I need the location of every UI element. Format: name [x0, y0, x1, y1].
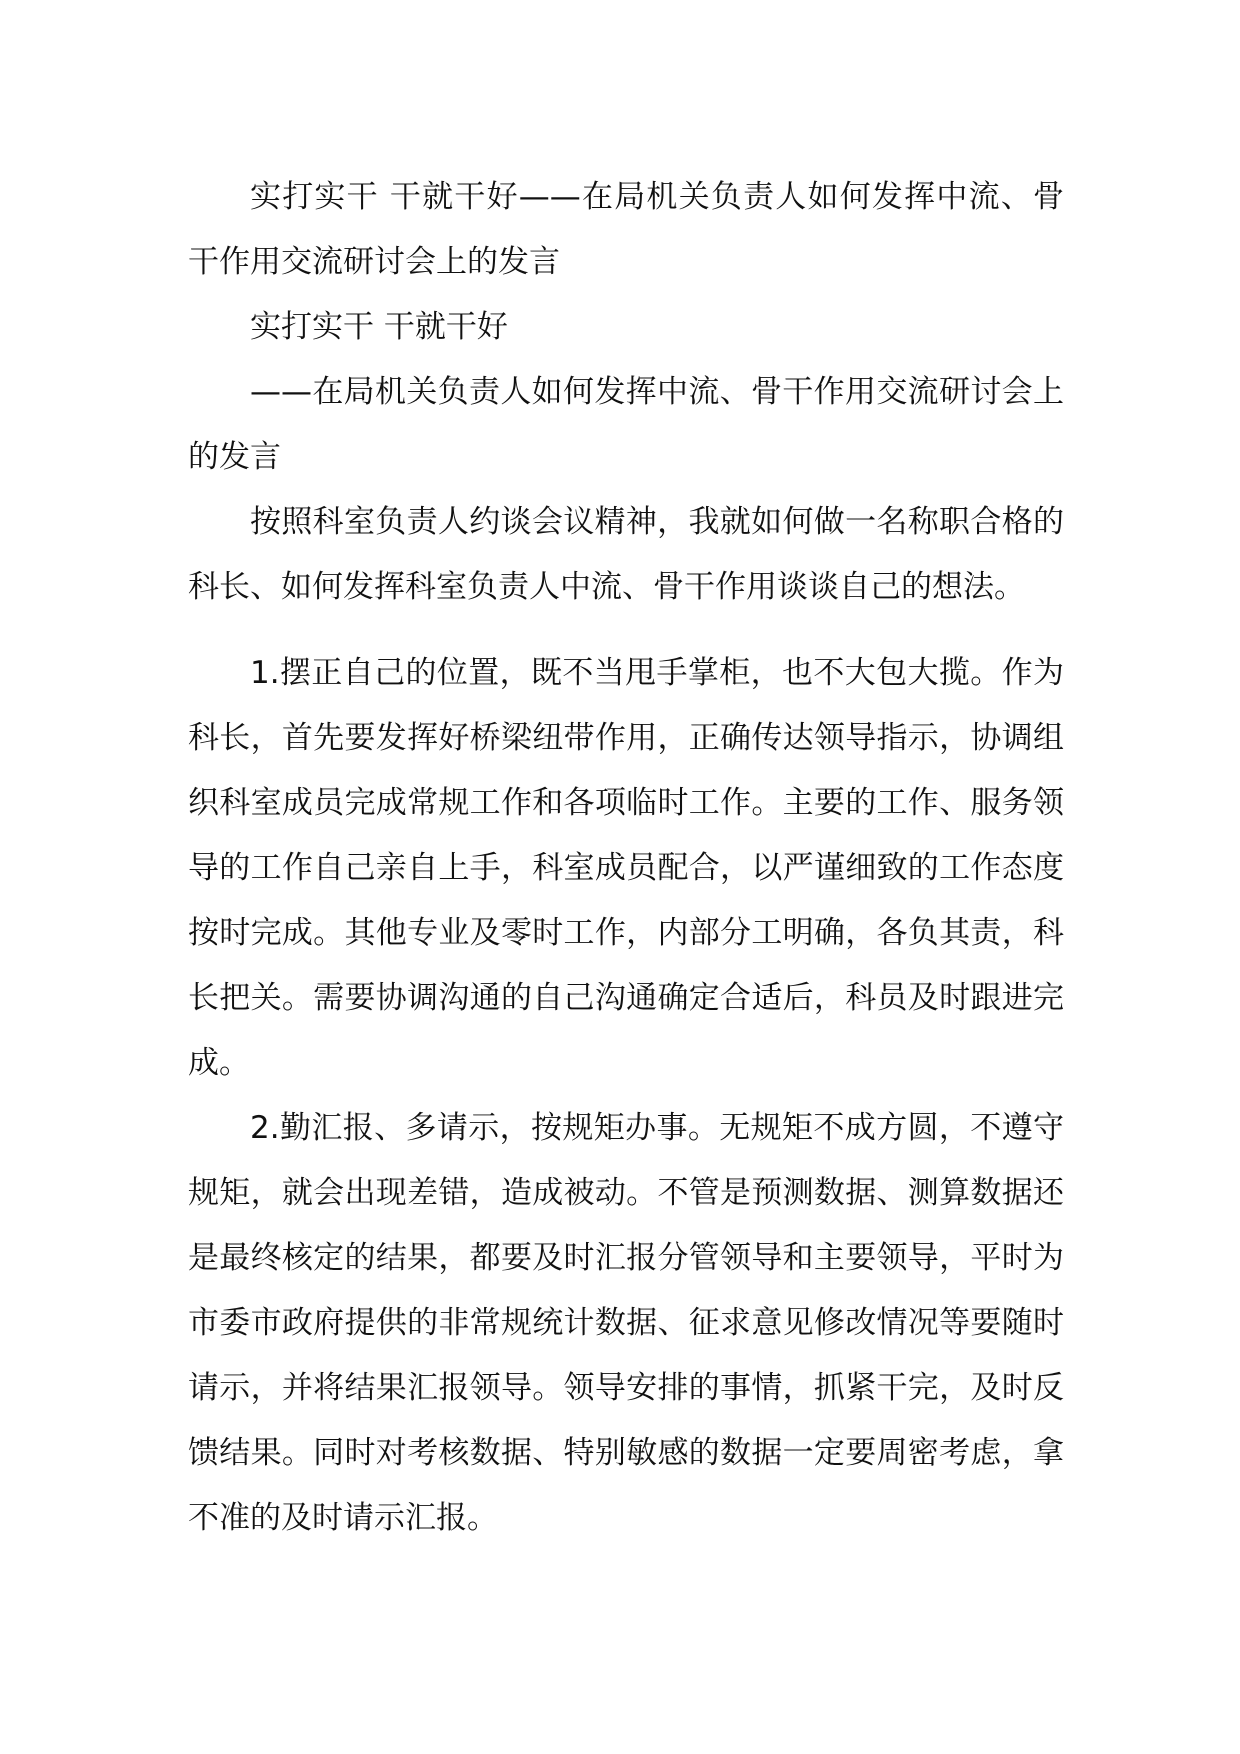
document-heading-full: 实打实干 干就干好——在局机关负责人如何发挥中流、骨干作用交流研讨会上的发言 [188, 179, 1064, 280]
document-subtitle: ——在局机关负责人如何发挥中流、骨干作用交流研讨会上的发言 [188, 374, 1064, 475]
point-2-paragraph: 2.勤汇报、多请示，按规矩办事。无规矩不成方圆，不遵守规矩，就会出现差错，造成被动。不管是预测数据、测算数据还是最终核定的结果，都要及时汇报分管领导和主要领导，平时为市委市政府提供的非常规统计数据、征求意见修改情况等要随时请示，并将结果汇报领导。领导安排的事情，抓紧干完，及时反馈结果。同时对考核数据、特别敏感的数据一定要周密考虑，拿不准的及时请示汇报。 [188, 1110, 1064, 1536]
document-title: 实打实干 干就干好 [250, 309, 508, 345]
point-1-paragraph: 1.摆正自己的位置，既不当甩手掌柜，也不大包大揽。作为科长，首先要发挥好桥梁纽带作用，正确传达领导指示，协调组织科室成员完成常规工作和各项临时工作。主要的工作、服务领导的工作自己亲自上手，科室成员配合，以严谨细致的工作态度按时完成。其他专业及零时工作，内部分工明确，各负其责，科长把关。需要协调沟通的自己沟通确定合适后，科员及时跟进完成。 [188, 655, 1064, 1081]
intro-paragraph: 按照科室负责人约谈会议精神，我就如何做一名称职合格的科长、如何发挥科室负责人中流、骨干作用谈谈自己的想法。 [188, 504, 1064, 605]
document-body [188, 165, 1064, 1551]
